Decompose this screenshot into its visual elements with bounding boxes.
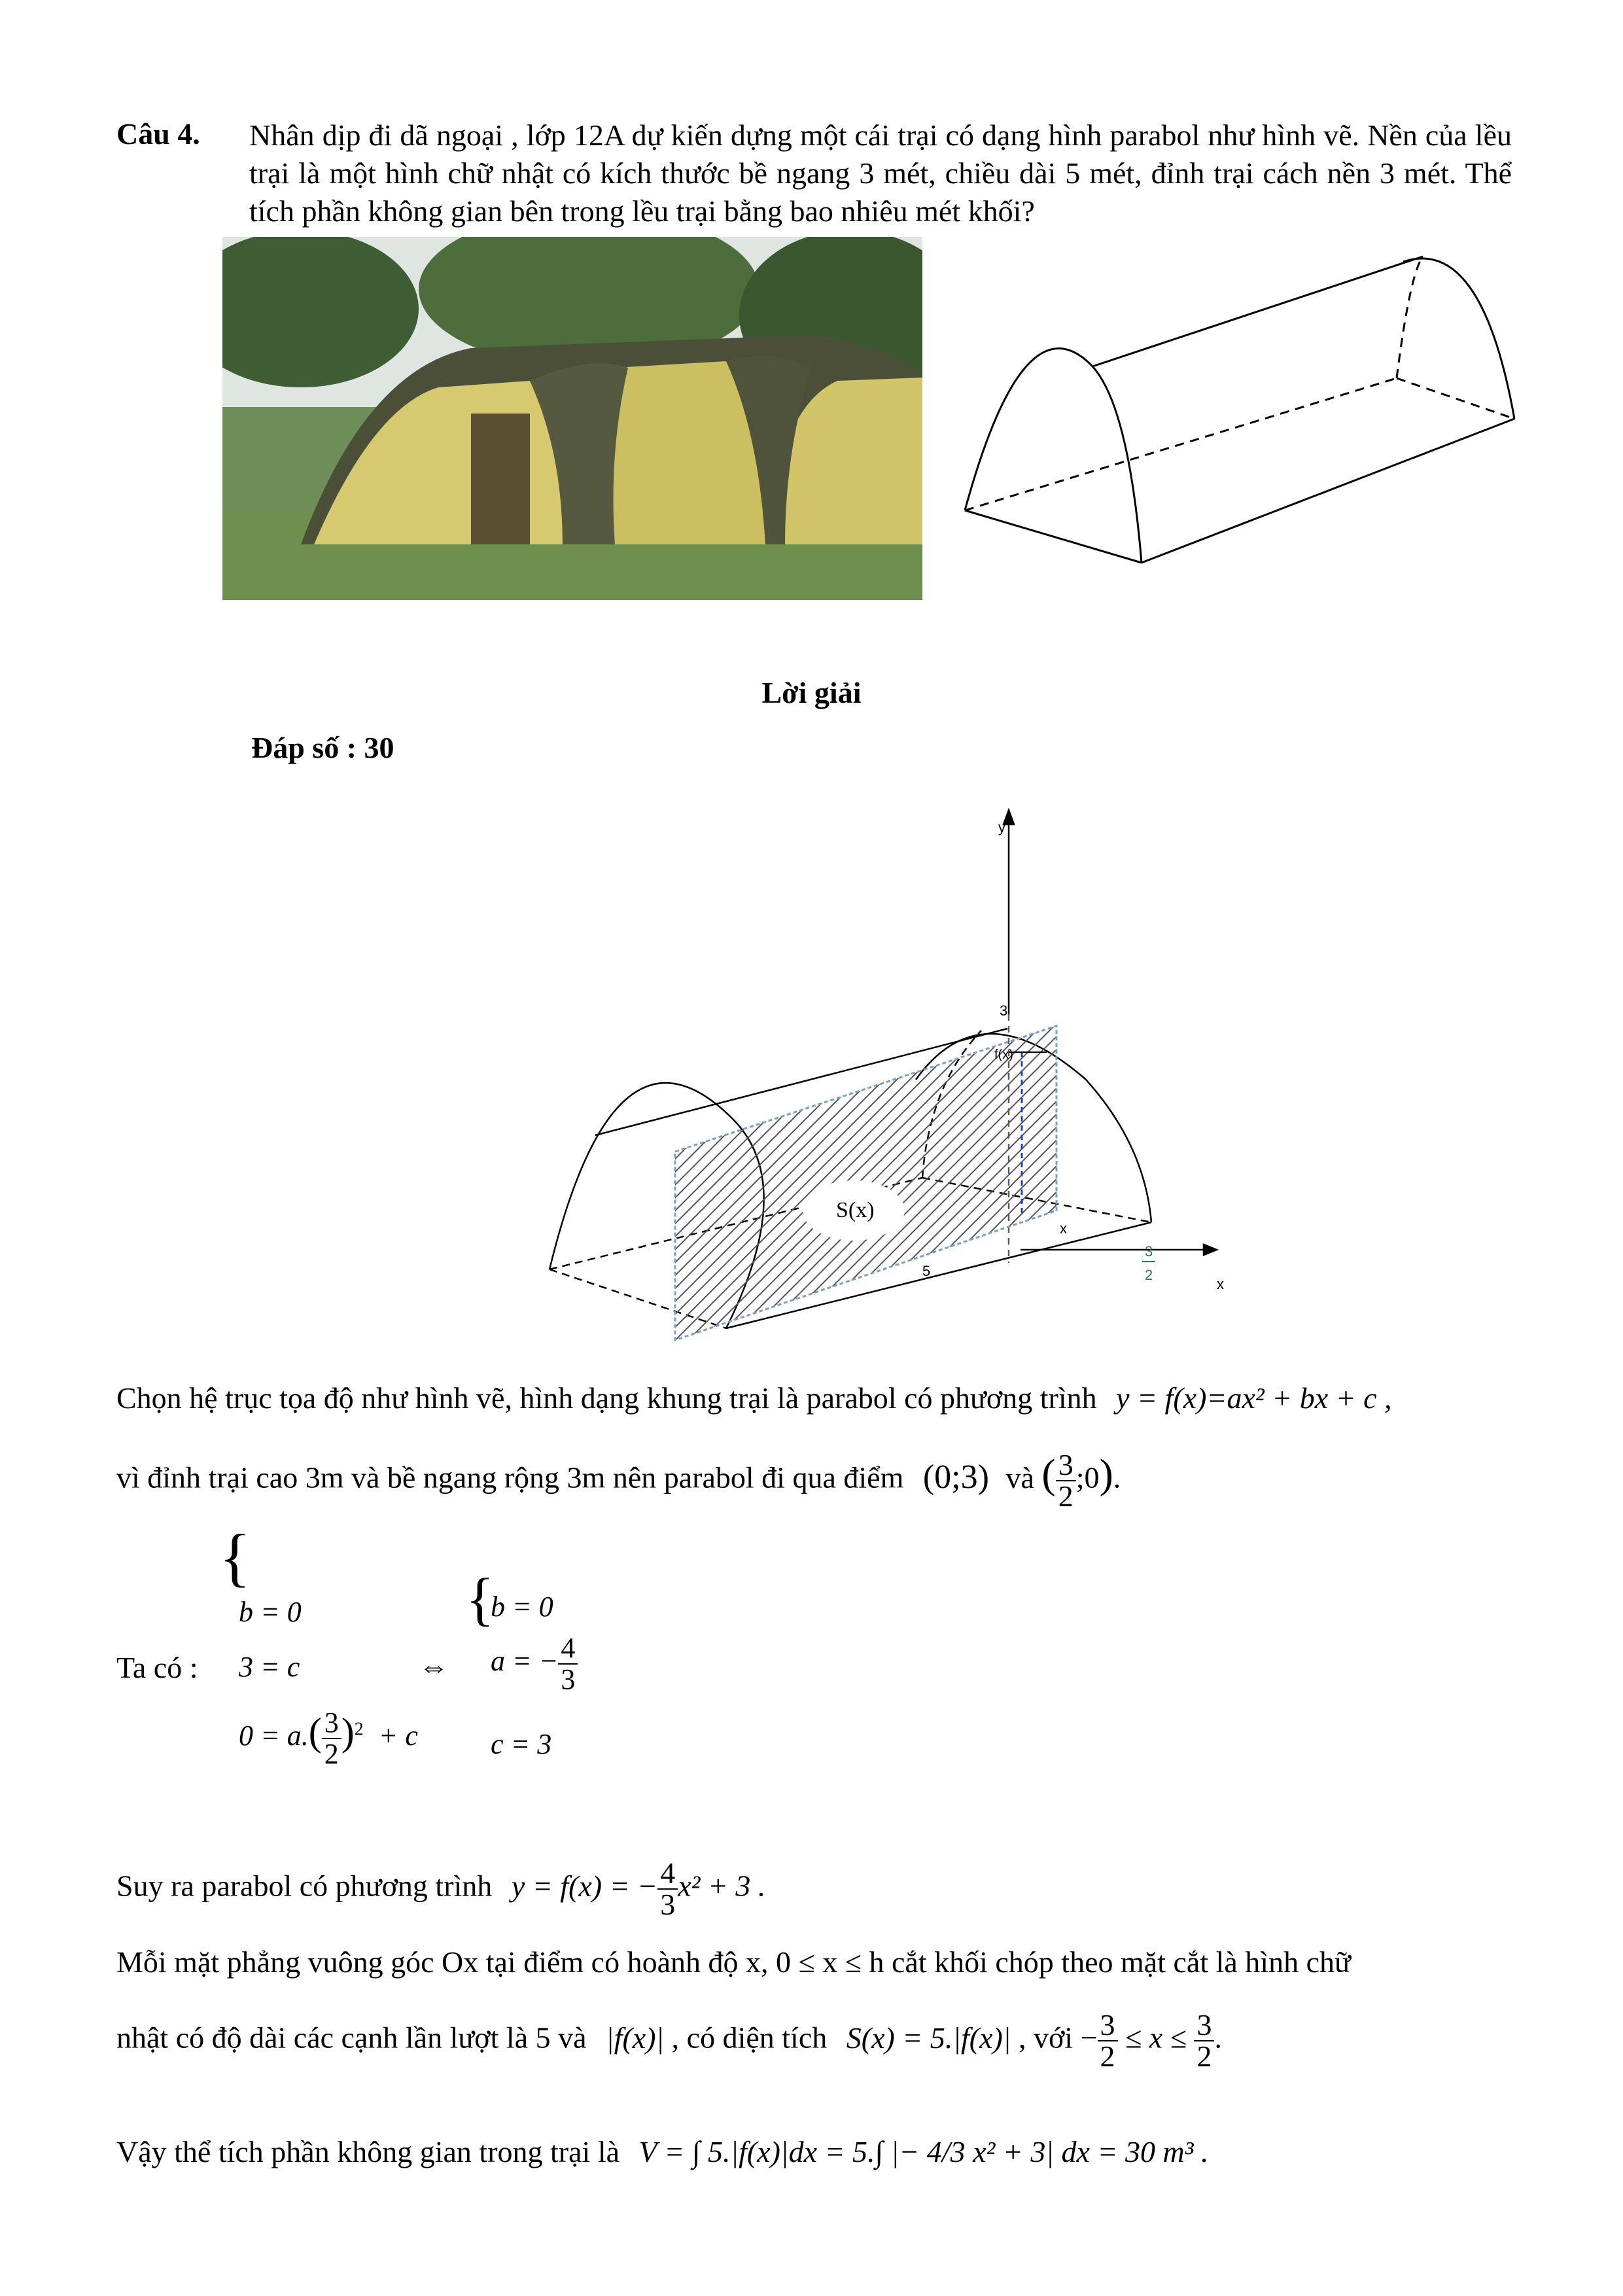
x-mark-label: x — [1060, 1220, 1067, 1237]
text-line-moi: Mỗi mặt phẳng vuông góc Ox tại điểm có hoành độ x, 0 ≤ x ≤ h cắt khối chóp theo mặt cắt là hình chữ — [116, 1945, 1351, 1979]
y-axis-label: y — [998, 819, 1005, 836]
x-axis-label: x — [1217, 1276, 1224, 1292]
fx-label: f(x) — [994, 1048, 1013, 1062]
question-text: Nhân dịp đi dã ngoại , lớp 12A dự kiến dựng một cái trại có dạng hình parabol như hình vẽ. Nền của lều trại là một hình chữ nhật có kích thước bề ngang 3 mét, chiều dài 5 mét, đỉnh trại cách nền 3 mét. Thể tích phần không gian bên trong lều trại bằng bao nhiêu mét khối? — [249, 118, 1512, 228]
coordinate-figure — [523, 805, 1263, 1341]
sys2-c: c = 3 — [491, 1728, 552, 1760]
half-den-label: 2 — [1145, 1267, 1153, 1283]
sys2-a: a = − $\frac{4}{3}$ — [491, 1633, 578, 1695]
text-line-2: vì đỉnh trại cao 3m và bề ngang rộng 3m nên parabol đi qua điểm (0;3) và ( $\frac{3}{2}$ ;0). — [116, 1448, 1121, 1513]
top-label: 3 — [1000, 1002, 1008, 1019]
text-line-suy: Suy ra parabol có phương trình y = f(x) = − $\frac{4}{3}$ x² + 3 . — [116, 1856, 766, 1921]
text-line-vay: Vậy thể tích phần không gian trong trại là V = ∫ 5.|f(x)|dx = 5.∫ |− 4/3 x² + 3| dx = 30 m³ . — [116, 2135, 1209, 2168]
tent-photo — [222, 237, 922, 600]
length-label: 5 — [922, 1263, 931, 1279]
section-label: S(x) — [836, 1198, 875, 1222]
ta-co-label: Ta có : — [116, 1651, 198, 1684]
half-num-label: 3 — [1145, 1243, 1153, 1260]
sys1-eq3: 0 = a.( $\frac{3}{2}$ )$^2$ + c — [239, 1706, 418, 1770]
equiv-sign: ⇔ — [419, 1650, 449, 1683]
solution-heading: Lời giải — [761, 676, 862, 709]
sys2-b: b = 0 — [491, 1591, 553, 1623]
sys1-eq2: 3 = c — [239, 1651, 300, 1683]
text-line-nhat: nhật có độ dài các cạnh lần lượt là 5 và |f(x)| , có diện tích S(x) = 5.|f(x)| , với − $\frac{3}{2}$ ≤ x ≤ $\frac{3}{2}$ . — [116, 2008, 1222, 2073]
document-page: Câu 4. Nhân dịp đi dã ngoại , lớp 12A dự kiến dựng một cái trại có dạng hình parabol như hình vẽ. Nền của lều trại là một hình chữ nhật có kích thước bề ngang 3 mét, chiều dài 5 mét, đỉnh trại cách nền 3 mét. Thể tích phần không gian bên trong lều trại bằng bao nhiêu mét khối? Lời giải Đáp số : 30 y x 3 f(x) S(x) x 5 3 2 Chọn hệ trục tọa độ như hình vẽ, hình dạng khung trại là parabol có phương trình y = f(x)=ax² + bx + c , vì đỉnh trại cao 3m và bề ngang rộng 3m nên parabol đi qua điểm (0;3) và ( $\frac{3}{2}$ ;0). Ta có : { b = 0 3 = c 0 = a.( $\frac{3}{2}$ )$^2$ + c ⇔ { b = 0 a = − $\frac{4}{3}$ c = 3 Suy ra parabol có phương trình y = f(x) = − $\frac{4}{3}$ x² + 3 . Mỗi mặt phẳng vuông góc Ox tại điểm có hoành độ x, 0 ≤ x ≤ h cắt khối chóp theo mặt cắt là hình chữ nhật có độ dài các cạnh lần lượt là 5 và |f(x)| , có diện tích S(x) = 5.|f(x)| , với − $\frac{3}{2}$ ≤ x ≤ $\frac{3}{2}$ . Vậy thể tích phần không gian trong trại là V = ∫ 5.|f(x)|dx = 5.∫ |− 4/3 x² + 3| dx = 30 m³ . — [0, 0, 1623, 2296]
question-label: Câu 4. — [116, 117, 200, 150]
answer-text: Đáp số : 30 — [251, 731, 394, 764]
sys1-eq1: b = 0 — [239, 1596, 302, 1628]
text-line-1: Chọn hệ trục tọa độ như hình vẽ, hình dạng khung trại là parabol có phương trình y = f(x)=ax² + bx + c , — [116, 1381, 1392, 1415]
tent-sketch — [952, 236, 1541, 576]
